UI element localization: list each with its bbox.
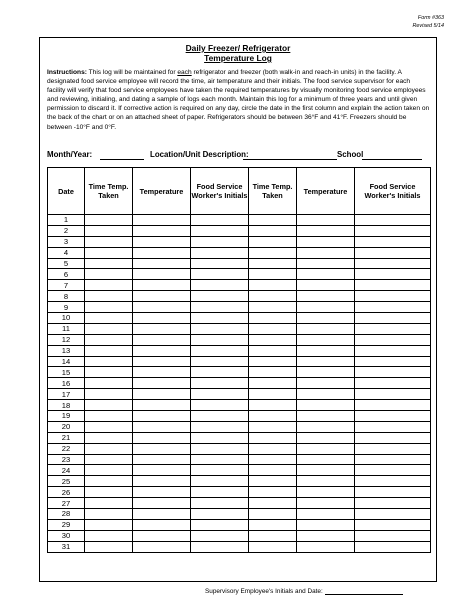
column-header-initials-2: Food Service Worker's Initials xyxy=(355,168,431,215)
table-row xyxy=(48,236,431,247)
initials-cell[interactable] xyxy=(191,345,249,356)
date-cell: 8 xyxy=(48,291,85,302)
temperature-cell[interactable] xyxy=(133,519,191,530)
time-cell[interactable] xyxy=(85,443,133,454)
temperature-cell[interactable] xyxy=(133,247,191,258)
table-row xyxy=(48,400,431,411)
date-cell: 14 xyxy=(48,356,85,367)
date-cell: 28 xyxy=(48,509,85,520)
temperature-cell[interactable] xyxy=(133,215,191,226)
table-row xyxy=(48,291,431,302)
temperature-cell[interactable] xyxy=(133,454,191,465)
initials-cell[interactable] xyxy=(355,356,431,367)
school-field[interactable] xyxy=(362,150,422,160)
time-cell[interactable] xyxy=(85,541,133,552)
date-cell: 20 xyxy=(48,421,85,432)
time-cell[interactable] xyxy=(85,378,133,389)
time-cell[interactable] xyxy=(249,432,297,443)
instructions-emphasis: each xyxy=(177,69,192,76)
time-cell[interactable] xyxy=(249,519,297,530)
temperature-cell[interactable] xyxy=(133,334,191,345)
time-cell[interactable] xyxy=(249,541,297,552)
initials-cell[interactable] xyxy=(355,334,431,345)
temperature-cell[interactable] xyxy=(133,302,191,313)
time-cell[interactable] xyxy=(85,269,133,280)
column-header-date: Date xyxy=(48,168,85,215)
initials-cell[interactable] xyxy=(355,443,431,454)
time-cell[interactable] xyxy=(249,236,297,247)
temperature-cell[interactable] xyxy=(297,334,355,345)
initials-cell[interactable] xyxy=(355,280,431,291)
initials-cell[interactable] xyxy=(191,215,249,226)
date-cell: 17 xyxy=(48,389,85,400)
column-header-time-2: Time Temp. Taken xyxy=(249,168,297,215)
temperature-cell[interactable] xyxy=(133,323,191,334)
time-cell[interactable] xyxy=(249,509,297,520)
initials-cell[interactable] xyxy=(355,378,431,389)
initials-cell[interactable] xyxy=(191,465,249,476)
table-row xyxy=(48,476,431,487)
time-cell[interactable] xyxy=(85,345,133,356)
date-cell: 7 xyxy=(48,280,85,291)
time-cell[interactable] xyxy=(85,236,133,247)
temperature-cell[interactable] xyxy=(133,443,191,454)
time-cell[interactable] xyxy=(85,476,133,487)
initials-cell[interactable] xyxy=(191,530,249,541)
temperature-cell[interactable] xyxy=(297,269,355,280)
temperature-cell[interactable] xyxy=(133,225,191,236)
time-cell[interactable] xyxy=(249,225,297,236)
initials-cell[interactable] xyxy=(355,215,431,226)
table-row xyxy=(48,367,431,378)
table-row xyxy=(48,530,431,541)
initials-cell[interactable] xyxy=(191,487,249,498)
initials-cell[interactable] xyxy=(355,345,431,356)
month-year-label: Month/Year: xyxy=(47,150,93,159)
temperature-cell[interactable] xyxy=(133,291,191,302)
month-year-field[interactable] xyxy=(100,150,144,160)
time-cell[interactable] xyxy=(85,421,133,432)
temperature-cell[interactable] xyxy=(297,487,355,498)
date-cell: 10 xyxy=(48,313,85,324)
date-cell: 26 xyxy=(48,487,85,498)
temperature-cell[interactable] xyxy=(133,356,191,367)
time-cell[interactable] xyxy=(85,530,133,541)
table-row xyxy=(48,389,431,400)
column-header-initials-1: Food Service Worker's Initials xyxy=(191,168,249,215)
initials-cell[interactable] xyxy=(355,487,431,498)
table-row xyxy=(48,215,431,226)
date-cell: 3 xyxy=(48,236,85,247)
initials-cell[interactable] xyxy=(191,225,249,236)
table-row xyxy=(48,323,431,334)
time-cell[interactable] xyxy=(85,258,133,269)
date-cell: 15 xyxy=(48,367,85,378)
initials-cell[interactable] xyxy=(191,476,249,487)
initials-cell[interactable] xyxy=(191,498,249,509)
date-cell: 2 xyxy=(48,225,85,236)
temperature-cell[interactable] xyxy=(297,443,355,454)
time-cell[interactable] xyxy=(85,389,133,400)
temperature-cell[interactable] xyxy=(297,323,355,334)
initials-cell[interactable] xyxy=(355,432,431,443)
date-cell: 1 xyxy=(48,215,85,226)
initials-cell[interactable] xyxy=(355,236,431,247)
time-cell[interactable] xyxy=(85,367,133,378)
supervisor-signoff-field[interactable] xyxy=(325,587,403,595)
time-cell[interactable] xyxy=(249,280,297,291)
initials-cell[interactable] xyxy=(355,465,431,476)
initials-cell[interactable] xyxy=(355,313,431,324)
time-cell[interactable] xyxy=(85,302,133,313)
time-cell[interactable] xyxy=(85,432,133,443)
temperature-cell[interactable] xyxy=(133,432,191,443)
initials-cell[interactable] xyxy=(355,247,431,258)
date-cell: 13 xyxy=(48,345,85,356)
initials-cell[interactable] xyxy=(191,541,249,552)
initials-cell[interactable] xyxy=(355,258,431,269)
time-cell[interactable] xyxy=(249,378,297,389)
time-cell[interactable] xyxy=(249,411,297,422)
initials-cell[interactable] xyxy=(191,313,249,324)
initials-cell[interactable] xyxy=(355,389,431,400)
initials-cell[interactable] xyxy=(191,367,249,378)
temperature-cell[interactable] xyxy=(297,465,355,476)
temperature-cell[interactable] xyxy=(297,215,355,226)
instructions-part1: This log will be maintained for xyxy=(86,69,178,76)
table-row xyxy=(48,345,431,356)
temperature-cell[interactable] xyxy=(297,302,355,313)
date-cell: 29 xyxy=(48,519,85,530)
time-cell[interactable] xyxy=(249,291,297,302)
date-cell: 18 xyxy=(48,400,85,411)
time-cell[interactable] xyxy=(249,356,297,367)
temperature-cell[interactable] xyxy=(133,313,191,324)
temperature-cell[interactable] xyxy=(297,313,355,324)
temperature-cell[interactable] xyxy=(297,291,355,302)
date-cell: 5 xyxy=(48,258,85,269)
school-label: School xyxy=(337,150,364,159)
time-cell[interactable] xyxy=(249,400,297,411)
time-cell[interactable] xyxy=(249,215,297,226)
date-cell: 23 xyxy=(48,454,85,465)
date-cell: 12 xyxy=(48,334,85,345)
time-cell[interactable] xyxy=(249,302,297,313)
temperature-cell[interactable] xyxy=(133,530,191,541)
initials-cell[interactable] xyxy=(191,247,249,258)
table-row xyxy=(48,421,431,432)
date-cell: 27 xyxy=(48,498,85,509)
initials-cell[interactable] xyxy=(191,323,249,334)
temperature-log-table xyxy=(47,167,431,553)
temperature-cell[interactable] xyxy=(133,498,191,509)
table-row xyxy=(48,443,431,454)
time-cell[interactable] xyxy=(85,291,133,302)
temperature-cell[interactable] xyxy=(133,345,191,356)
initials-cell[interactable] xyxy=(191,411,249,422)
temperature-cell[interactable] xyxy=(133,509,191,520)
initials-cell[interactable] xyxy=(355,400,431,411)
instructions-label: Instructions: xyxy=(47,69,87,76)
time-cell[interactable] xyxy=(85,411,133,422)
time-cell[interactable] xyxy=(249,247,297,258)
date-cell: 22 xyxy=(48,443,85,454)
time-cell[interactable] xyxy=(85,498,133,509)
time-cell[interactable] xyxy=(249,269,297,280)
time-cell[interactable] xyxy=(85,334,133,345)
time-cell[interactable] xyxy=(249,258,297,269)
temperature-cell[interactable] xyxy=(133,400,191,411)
time-cell[interactable] xyxy=(249,465,297,476)
time-cell[interactable] xyxy=(249,334,297,345)
table-row xyxy=(48,258,431,269)
initials-cell[interactable] xyxy=(191,400,249,411)
instructions-text xyxy=(47,68,430,132)
table-row xyxy=(48,378,431,389)
temperature-cell[interactable] xyxy=(297,411,355,422)
temperature-cell[interactable] xyxy=(297,247,355,258)
initials-cell[interactable] xyxy=(191,356,249,367)
date-cell: 21 xyxy=(48,432,85,443)
time-cell[interactable] xyxy=(85,465,133,476)
time-cell[interactable] xyxy=(85,323,133,334)
initials-cell[interactable] xyxy=(191,432,249,443)
form-title-line1: Daily Freezer/ Refrigerator xyxy=(185,43,291,53)
initials-cell[interactable] xyxy=(355,411,431,422)
temperature-cell[interactable] xyxy=(297,498,355,509)
time-cell[interactable] xyxy=(249,530,297,541)
date-cell: 16 xyxy=(48,378,85,389)
time-cell[interactable] xyxy=(249,454,297,465)
table-row xyxy=(48,454,431,465)
temperature-cell[interactable] xyxy=(133,280,191,291)
temperature-cell[interactable] xyxy=(297,236,355,247)
temperature-cell[interactable] xyxy=(297,454,355,465)
temperature-cell[interactable] xyxy=(297,389,355,400)
table-row xyxy=(48,269,431,280)
form-title-line2: Temperature Log xyxy=(204,53,272,63)
date-cell: 9 xyxy=(48,302,85,313)
time-cell[interactable] xyxy=(249,498,297,509)
time-cell[interactable] xyxy=(249,313,297,324)
date-cell: 31 xyxy=(48,541,85,552)
temperature-cell[interactable] xyxy=(297,519,355,530)
initials-cell[interactable] xyxy=(191,280,249,291)
time-cell[interactable] xyxy=(249,323,297,334)
time-cell[interactable] xyxy=(249,421,297,432)
column-header-temperature-2: Temperature xyxy=(297,168,355,215)
initials-cell[interactable] xyxy=(191,378,249,389)
table-header-row xyxy=(48,168,431,215)
initials-cell[interactable] xyxy=(355,421,431,432)
initials-cell[interactable] xyxy=(191,258,249,269)
time-cell[interactable] xyxy=(249,345,297,356)
initials-cell[interactable] xyxy=(355,541,431,552)
temperature-cell[interactable] xyxy=(297,345,355,356)
initials-cell[interactable] xyxy=(191,509,249,520)
temperature-cell[interactable] xyxy=(133,236,191,247)
time-cell[interactable] xyxy=(85,454,133,465)
temperature-cell[interactable] xyxy=(133,421,191,432)
temperature-cell[interactable] xyxy=(297,421,355,432)
initials-cell[interactable] xyxy=(191,291,249,302)
temperature-cell[interactable] xyxy=(297,258,355,269)
location-field[interactable] xyxy=(243,150,337,160)
table-row xyxy=(48,302,431,313)
temperature-cell[interactable] xyxy=(133,367,191,378)
time-cell[interactable] xyxy=(85,519,133,530)
temperature-cell[interactable] xyxy=(133,476,191,487)
temperature-cell[interactable] xyxy=(133,541,191,552)
time-cell[interactable] xyxy=(85,356,133,367)
table-row xyxy=(48,313,431,324)
table-row xyxy=(48,509,431,520)
time-cell[interactable] xyxy=(249,443,297,454)
temperature-cell[interactable] xyxy=(297,400,355,411)
table-row xyxy=(48,247,431,258)
table-row xyxy=(48,487,431,498)
time-cell[interactable] xyxy=(249,389,297,400)
temperature-cell[interactable] xyxy=(297,476,355,487)
temperature-cell[interactable] xyxy=(297,356,355,367)
form-number: Form #363 xyxy=(417,15,444,21)
date-cell: 25 xyxy=(48,476,85,487)
initials-cell[interactable] xyxy=(191,269,249,280)
time-cell[interactable] xyxy=(85,280,133,291)
table-row xyxy=(48,498,431,509)
table-row xyxy=(48,519,431,530)
initials-cell[interactable] xyxy=(355,291,431,302)
initials-cell[interactable] xyxy=(191,454,249,465)
temperature-cell[interactable] xyxy=(133,378,191,389)
time-cell[interactable] xyxy=(249,367,297,378)
table-row xyxy=(48,411,431,422)
initials-cell[interactable] xyxy=(191,443,249,454)
time-cell[interactable] xyxy=(249,476,297,487)
form-revised-date: Revised 5/14 xyxy=(412,23,444,29)
initials-cell[interactable] xyxy=(355,367,431,378)
time-cell[interactable] xyxy=(85,487,133,498)
temperature-cell[interactable] xyxy=(133,465,191,476)
column-header-temperature-1: Temperature xyxy=(133,168,191,215)
table-row xyxy=(48,356,431,367)
column-header-time-1: Time Temp. Taken xyxy=(85,168,133,215)
form-reference xyxy=(413,14,444,30)
time-cell[interactable] xyxy=(85,215,133,226)
initials-cell[interactable] xyxy=(355,509,431,520)
date-cell: 4 xyxy=(48,247,85,258)
temperature-cell[interactable] xyxy=(133,389,191,400)
temperature-cell[interactable] xyxy=(297,541,355,552)
date-cell: 19 xyxy=(48,411,85,422)
supervisor-signoff-label: Supervisory Employee's Initials and Date: xyxy=(205,588,323,595)
table-body xyxy=(48,215,431,553)
table-row xyxy=(48,465,431,476)
date-cell: 24 xyxy=(48,465,85,476)
temperature-cell[interactable] xyxy=(297,225,355,236)
temperature-cell[interactable] xyxy=(133,269,191,280)
temperature-cell[interactable] xyxy=(297,378,355,389)
initials-cell[interactable] xyxy=(355,476,431,487)
initials-cell[interactable] xyxy=(355,225,431,236)
time-cell[interactable] xyxy=(85,225,133,236)
date-cell: 11 xyxy=(48,323,85,334)
temperature-cell[interactable] xyxy=(297,530,355,541)
location-label: Location/Unit Description: xyxy=(150,150,249,159)
temperature-cell[interactable] xyxy=(297,432,355,443)
table-row xyxy=(48,432,431,443)
initials-cell[interactable] xyxy=(355,269,431,280)
initials-cell[interactable] xyxy=(191,519,249,530)
time-cell[interactable] xyxy=(85,313,133,324)
initials-cell[interactable] xyxy=(191,421,249,432)
table-row xyxy=(48,280,431,291)
table-row xyxy=(48,541,431,552)
temperature-cell[interactable] xyxy=(133,487,191,498)
initials-cell[interactable] xyxy=(191,236,249,247)
temperature-cell[interactable] xyxy=(297,509,355,520)
initials-cell[interactable] xyxy=(355,323,431,334)
initials-cell[interactable] xyxy=(355,519,431,530)
header-fields xyxy=(47,150,430,162)
temperature-cell[interactable] xyxy=(133,258,191,269)
initials-cell[interactable] xyxy=(191,389,249,400)
time-cell[interactable] xyxy=(249,487,297,498)
time-cell[interactable] xyxy=(85,247,133,258)
table-row xyxy=(48,225,431,236)
initials-cell[interactable] xyxy=(355,454,431,465)
initials-cell[interactable] xyxy=(191,334,249,345)
temperature-cell[interactable] xyxy=(297,280,355,291)
date-cell: 30 xyxy=(48,530,85,541)
date-cell: 6 xyxy=(48,269,85,280)
initials-cell[interactable] xyxy=(355,530,431,541)
supervisor-signoff xyxy=(205,587,403,595)
time-cell[interactable] xyxy=(85,509,133,520)
table-row xyxy=(48,334,431,345)
initials-cell[interactable] xyxy=(191,302,249,313)
instructions-part2: refrigerator and freezer (both walk-in and reach-in units) in the facility. A designated food service employee will record the time, air temperature and their initials. The food service supervisor for each facility will verify that food service employees have taken the required temperatures by visually monitoring food service employees and reviewing, initialing, and dating a sample of logs each month. Maintain this log for a minimum of three years and until given permission to discard it. If corrective action is required on any day, circle the date in the first column and explain the action taken on the back of the chart or on an attached sheet of paper. Refrigerators should be between 36°F and 41°F. Freezers should be between -10°F and 0°F. xyxy=(47,69,430,131)
temperature-cell[interactable] xyxy=(297,367,355,378)
temperature-cell[interactable] xyxy=(133,411,191,422)
initials-cell[interactable] xyxy=(355,498,431,509)
initials-cell[interactable] xyxy=(355,302,431,313)
time-cell[interactable] xyxy=(85,400,133,411)
